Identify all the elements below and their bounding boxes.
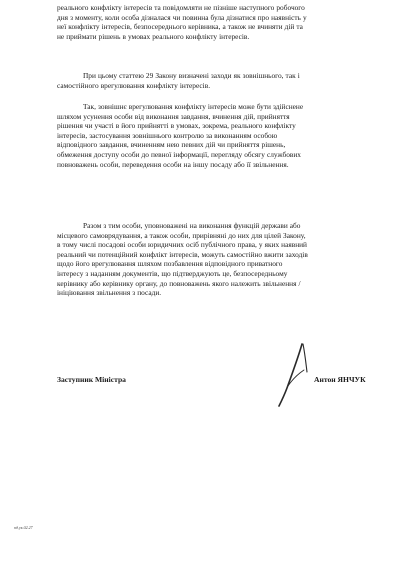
text-line: дня з моменту, коли особа дізналася чи повинна була дізнатися про наявність у — [57, 12, 307, 22]
text-line: не приймати рішень в умовах реального конфлікту інтересів. — [57, 31, 250, 41]
text-line: При цьому статтею 29 Закону визначені заходи як зовнішнього, так і — [83, 71, 300, 80]
text-line: самостійного врегулювання конфлікту інтересів. — [57, 80, 211, 90]
text-line: місцевого самоврядування, а також особи, прирівняні до них для цілей Закону, — [57, 230, 306, 240]
text-line: рішення чи участі в його прийнятті в умовах, зокрема, реального конфлікту — [57, 121, 296, 131]
text-line: Так, зовнішнє врегулювання конфлікту інтересів може бути здійснене — [83, 102, 304, 111]
text-line: реального конфлікту інтересів та повідомляти не пізніше наступного робочого — [57, 3, 305, 12]
text-line: неї конфлікту інтересів, безпосереднього керівника, а також не вчиняти дій та — [57, 22, 303, 32]
text-line: відповідного завдання, вчиненням нею певних дій чи прийняття рішень, — [57, 140, 286, 150]
text-line: щодо його врегулювання шляхом позбавлення відповідного приватного — [57, 259, 283, 269]
text-line: обмеження доступу особи до певної інформації, перегляду обсягу службових — [57, 149, 301, 159]
text-line: Разом з тим особи, уповноважені на виконання функцій держави або — [83, 221, 301, 230]
text-line: ініціювання звільнення з посади. — [57, 288, 162, 298]
text-line: повноважень особи, переведення особи на іншу посаду або її звільнення. — [57, 159, 289, 169]
document-footer-code: пд.ук.02.27 — [14, 525, 33, 530]
signatory-title: Заступник Міністра — [57, 375, 126, 384]
text-line: в тому числі посадові особи юридичних осіб публічного права, у яких наявний — [57, 240, 307, 250]
text-line: шляхом усунення особи від виконання завдання, вчинення дій, прийняття — [57, 111, 290, 121]
paragraph-article-29 — [57, 71, 357, 90]
text-line: інтересу з наданням документів, що підтверджують це, безпосередньому — [57, 268, 288, 278]
paragraph-continuation — [57, 3, 357, 41]
text-line: інтересів, застосування зовнішнього контролю за виконанням особою — [57, 130, 278, 140]
text-line: реальний чи потенційний конфлікт інтересів, можуть самостійно вжити заходів — [57, 249, 308, 259]
signatory-name: Антон ЯНЧУК — [314, 375, 366, 384]
paragraph-external-settlement — [57, 102, 357, 169]
paragraph-self-settlement — [57, 221, 357, 298]
text-line: керівнику або керівнику органу, до повноважень якого належить звільнення / — [57, 278, 301, 288]
